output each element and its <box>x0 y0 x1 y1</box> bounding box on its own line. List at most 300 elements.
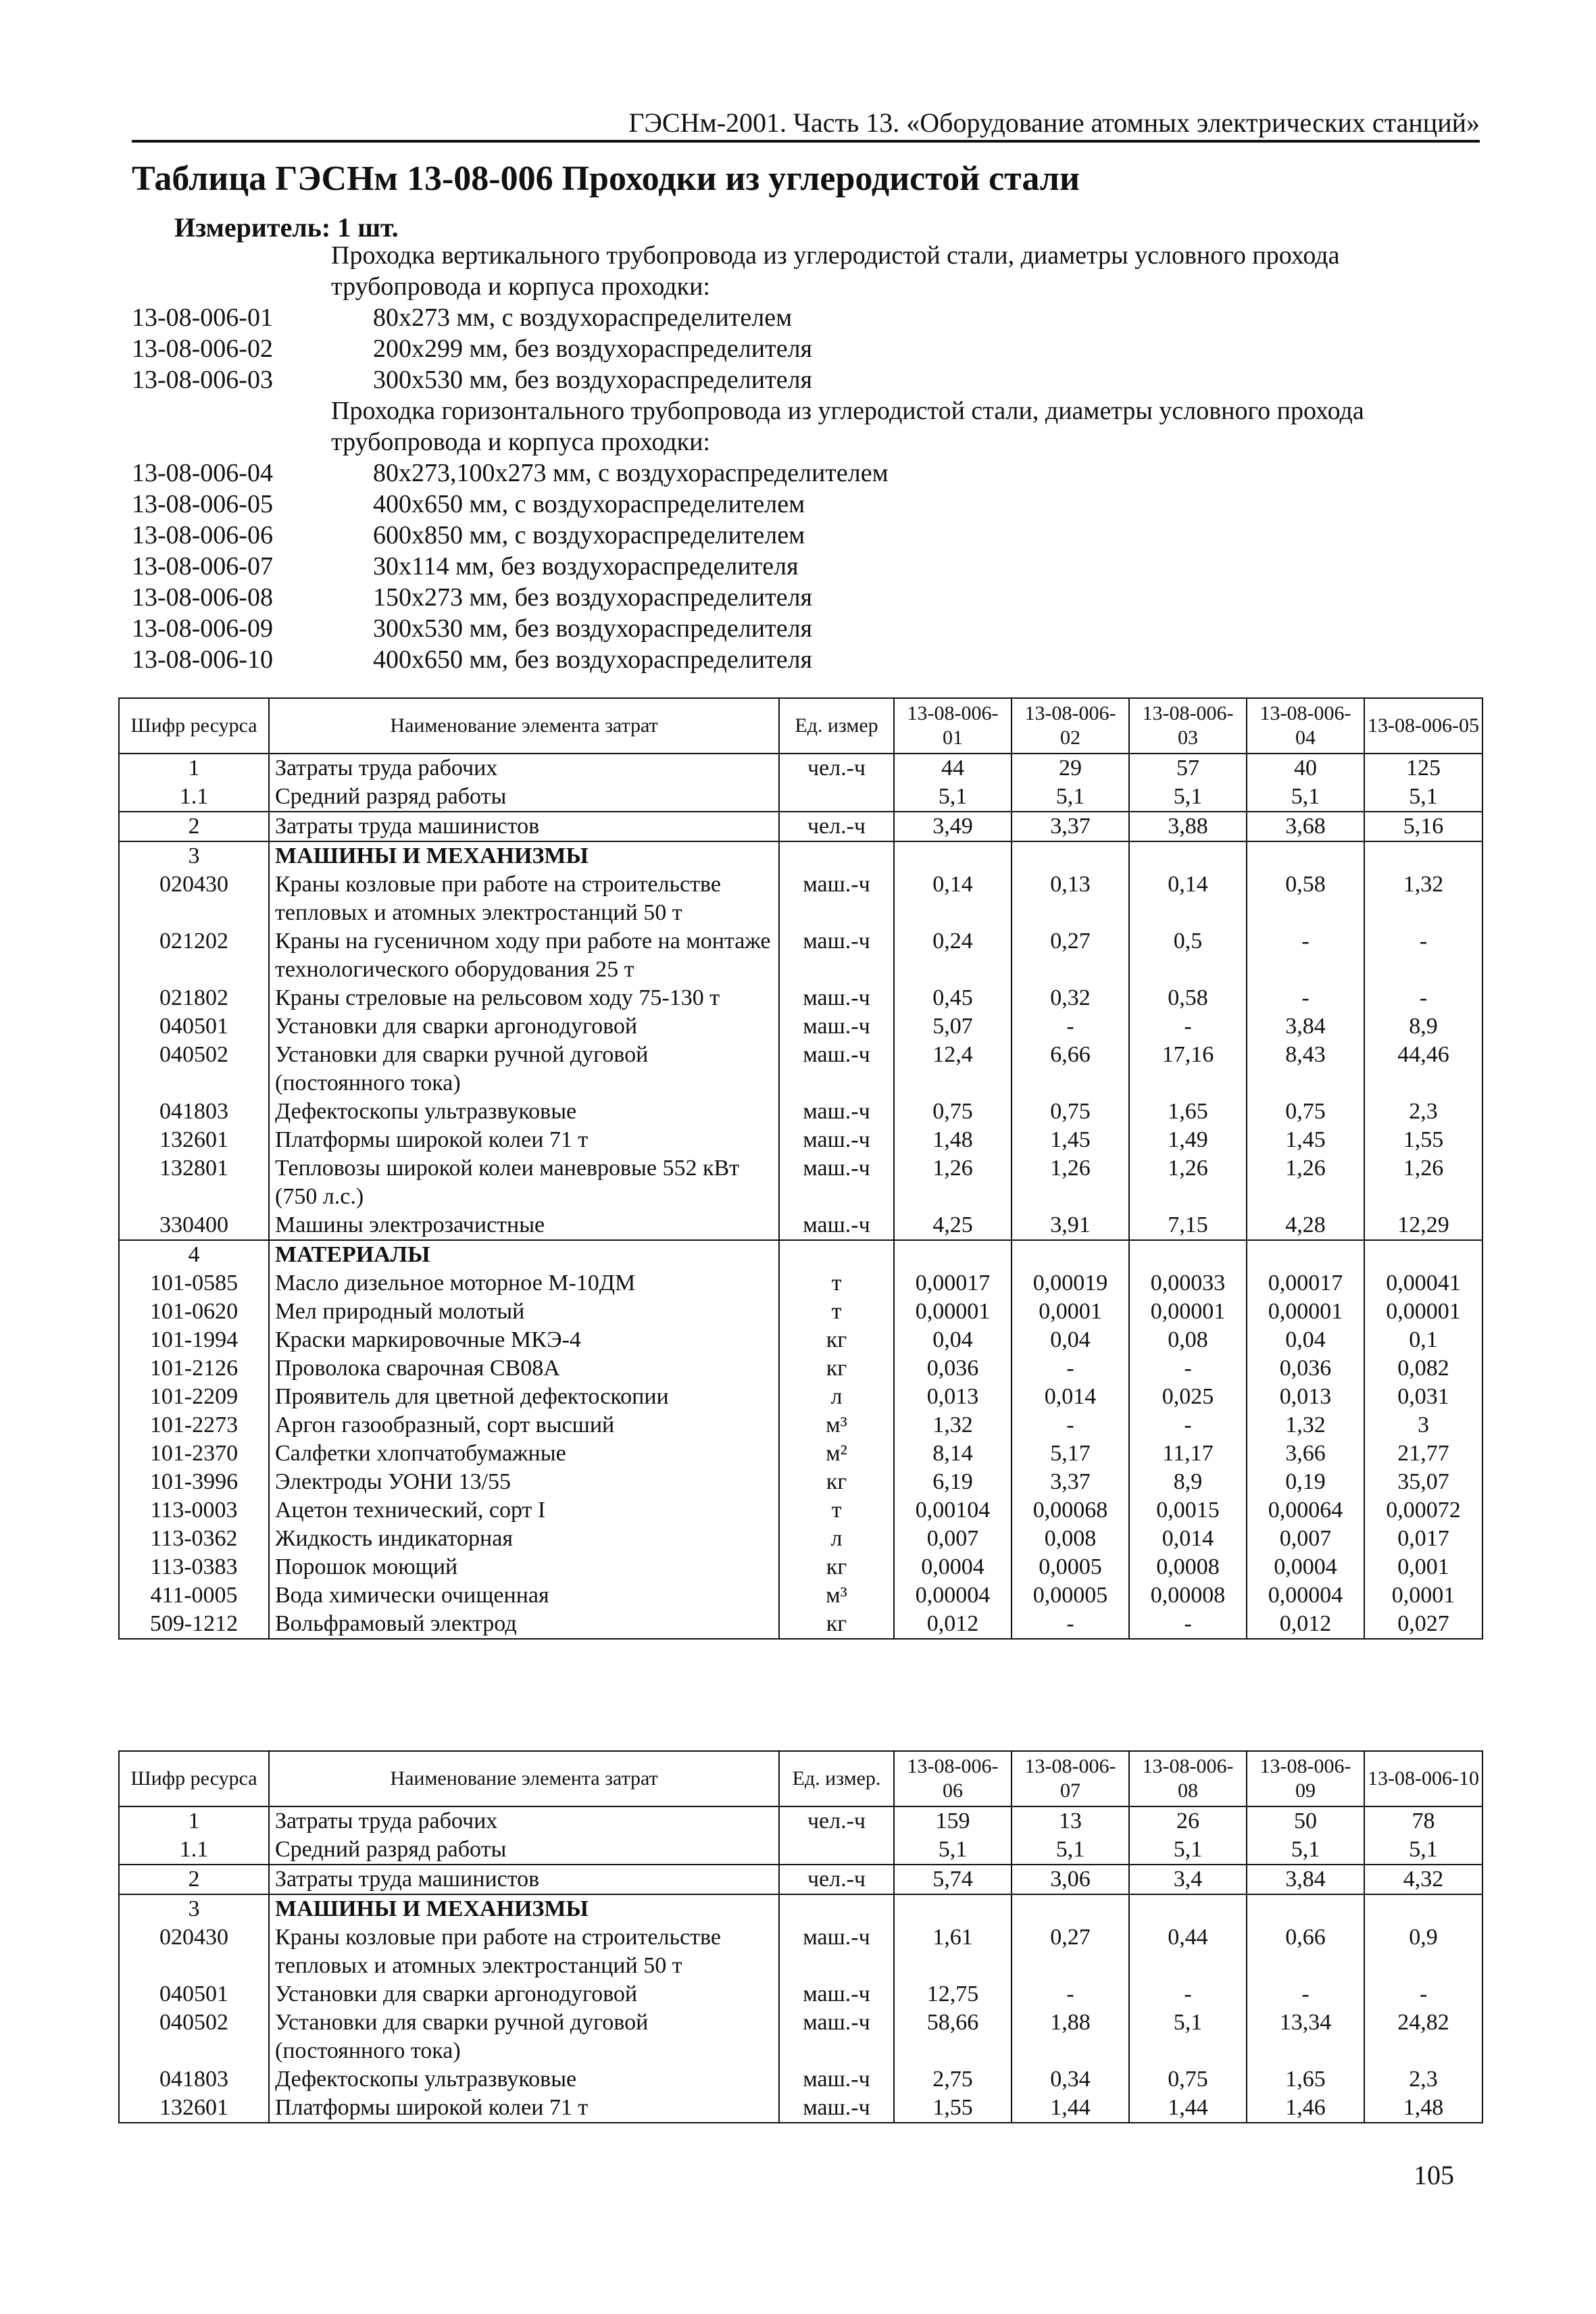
page-number: 105 <box>1414 2160 1454 2190</box>
resource-code: 113-0362 <box>119 1525 269 1553</box>
table-row <box>119 1923 1482 1980</box>
value-cell: 1,49 <box>1129 1126 1247 1154</box>
code-item <box>132 613 1483 644</box>
column-header: 13-08-006-07 <box>1012 1751 1129 1806</box>
value-cell: 3,84 <box>1247 1012 1364 1041</box>
value-cell: 11,17 <box>1129 1439 1247 1468</box>
value-cell <box>894 1894 1012 1923</box>
resource-code: 101-2126 <box>119 1354 269 1383</box>
table-row <box>119 754 1482 783</box>
item-code: 13-08-006-04 <box>132 459 273 487</box>
value-cell: - <box>1012 1411 1129 1439</box>
section-row <box>119 1894 1482 1923</box>
resource-name: Платформы широкой колеи 71 т <box>269 1126 779 1154</box>
item-description: 400х650 мм, с воздухораспределителем <box>373 490 805 518</box>
table-row <box>119 1553 1482 1581</box>
value-cell: 13,34 <box>1247 2009 1364 2065</box>
table-row <box>119 1581 1482 1610</box>
resource-name: Порошок моющий <box>269 1553 779 1581</box>
unit-cell: л <box>779 1525 894 1553</box>
unit-cell: маш.-ч <box>779 1098 894 1126</box>
section-description <box>132 395 1483 458</box>
code-item <box>132 458 1483 489</box>
resource-code: 101-3996 <box>119 1468 269 1496</box>
unit-cell: маш.-ч <box>779 2094 894 2123</box>
value-cell: 0,13 <box>1012 870 1129 927</box>
item-code: 13-08-006-05 <box>132 490 273 518</box>
resource-code: 132601 <box>119 2094 269 2123</box>
resource-name: МАШИНЫ И МЕХАНИЗМЫ <box>269 1894 779 1923</box>
resource-code: 1.1 <box>119 1836 269 1865</box>
value-cell: 1,46 <box>1247 2094 1364 2123</box>
value-cell: 0,00004 <box>894 1581 1012 1610</box>
value-cell: 1,65 <box>1129 1098 1247 1126</box>
value-cell: 0,025 <box>1129 1383 1247 1411</box>
column-header: Шифр ресурса <box>119 1751 269 1806</box>
value-cell: 0,75 <box>894 1098 1012 1126</box>
value-cell: 1,26 <box>1012 1154 1129 1211</box>
value-cell <box>1012 1894 1129 1923</box>
value-cell: 0,001 <box>1364 1553 1482 1581</box>
item-code: 13-08-006-03 <box>132 366 273 394</box>
table-row <box>119 812 1482 841</box>
value-cell: 0,75 <box>1129 2065 1247 2094</box>
value-cell: 2,3 <box>1364 1098 1482 1126</box>
value-cell: - <box>1364 927 1482 984</box>
value-cell: 0,00008 <box>1129 1581 1247 1610</box>
resource-name: Краны стреловые на рельсовом ходу 75-130 т <box>269 984 779 1012</box>
value-cell: 0,00001 <box>894 1298 1012 1326</box>
value-cell <box>1012 1240 1129 1269</box>
value-cell: 12,75 <box>894 1980 1012 2009</box>
unit-cell: маш.-ч <box>779 2009 894 2065</box>
resource-name: Установки для сварки аргонодуговой <box>269 1012 779 1041</box>
table-row <box>119 1468 1482 1496</box>
value-cell: 0,00017 <box>894 1269 1012 1298</box>
table-row <box>119 927 1482 984</box>
value-cell: 0,00064 <box>1247 1496 1364 1525</box>
table-row <box>119 1806 1482 1836</box>
table-row <box>119 1836 1482 1865</box>
item-code: 13-08-006-08 <box>132 583 273 612</box>
value-cell: - <box>1129 1354 1247 1383</box>
column-header: 13-08-006-10 <box>1364 1751 1482 1806</box>
unit-cell: кг <box>779 1610 894 1639</box>
resource-code: 132601 <box>119 1126 269 1154</box>
value-cell: 1,44 <box>1012 2094 1129 2123</box>
value-cell: 0,27 <box>1012 1923 1129 1980</box>
table-row <box>119 1326 1482 1354</box>
value-cell: 0,012 <box>1247 1610 1364 1639</box>
value-cell: 5,1 <box>1364 783 1482 812</box>
resource-code: 040502 <box>119 2009 269 2065</box>
item-description: 300х530 мм, без воздухораспределителя <box>373 614 813 643</box>
value-cell: 4,25 <box>894 1211 1012 1240</box>
code-item <box>132 489 1483 520</box>
value-cell: 0,00005 <box>1012 1581 1129 1610</box>
value-cell <box>1364 1240 1482 1269</box>
value-cell: 0,00033 <box>1129 1269 1247 1298</box>
resource-code: 132801 <box>119 1154 269 1211</box>
value-cell: 0,017 <box>1364 1525 1482 1553</box>
column-header: Наименование элемента затрат <box>269 1751 779 1806</box>
resource-code: 040501 <box>119 1012 269 1041</box>
item-code: 13-08-006-06 <box>132 521 273 549</box>
unit-cell: маш.-ч <box>779 984 894 1012</box>
value-cell: 1,26 <box>1129 1154 1247 1211</box>
value-cell <box>1364 841 1482 870</box>
value-cell: 0,9 <box>1364 1923 1482 1980</box>
unit-cell: чел.-ч <box>779 1865 894 1894</box>
code-item <box>132 582 1483 613</box>
resource-name: МАШИНЫ И МЕХАНИЗМЫ <box>269 841 779 870</box>
value-cell: 3,4 <box>1129 1865 1247 1894</box>
resource-code: 1 <box>119 754 269 783</box>
value-cell: 0,0001 <box>1364 1581 1482 1610</box>
value-cell: 1,88 <box>1012 2009 1129 2065</box>
resource-name: Установки для сварки ручной дуговой (постоянного тока) <box>269 1041 779 1098</box>
value-cell: 1,32 <box>1364 870 1482 927</box>
item-description: 200х299 мм, без воздухораспределителя <box>373 335 813 363</box>
value-cell: 5,1 <box>1012 783 1129 812</box>
resource-name: Мел природный молотый <box>269 1298 779 1326</box>
resource-code: 021802 <box>119 984 269 1012</box>
item-description: Проходка горизонтального трубопровода из углеродистой стали, диаметры условного прохода трубопровода и корпуса проходки: <box>331 397 1364 456</box>
unit-cell <box>779 841 894 870</box>
value-cell: 0,58 <box>1247 870 1364 927</box>
value-cell: 0,08 <box>1129 1326 1247 1354</box>
item-description: 300х530 мм, без воздухораспределителя <box>373 366 813 394</box>
value-cell: 0,75 <box>1247 1098 1364 1126</box>
value-cell: 5,74 <box>894 1865 1012 1894</box>
code-item <box>132 364 1483 395</box>
table-row <box>119 2065 1482 2094</box>
resource-code: 3 <box>119 841 269 870</box>
value-cell: 17,16 <box>1129 1041 1247 1098</box>
value-cell <box>1247 1894 1364 1923</box>
resource-code: 2 <box>119 812 269 841</box>
table-row <box>119 1269 1482 1298</box>
value-cell: 0,04 <box>1012 1326 1129 1354</box>
value-cell: 12,29 <box>1364 1211 1482 1240</box>
resource-name: Дефектоскопы ультразвуковые <box>269 1098 779 1126</box>
resource-name: Краны на гусеничном ходу при работе на монтаже технологического оборудования 25 т <box>269 927 779 984</box>
value-cell: 0,0004 <box>894 1553 1012 1581</box>
value-cell: 7,15 <box>1129 1211 1247 1240</box>
value-cell: 1,32 <box>1247 1411 1364 1439</box>
resource-table-2 <box>118 1750 1483 2123</box>
resource-code: 020430 <box>119 870 269 927</box>
column-header: 13-08-006-04 <box>1247 698 1364 754</box>
value-cell: 0,013 <box>894 1383 1012 1411</box>
unit-cell <box>779 1836 894 1865</box>
value-cell: 1,48 <box>894 1126 1012 1154</box>
value-cell: 0,00001 <box>1364 1298 1482 1326</box>
table-row <box>119 1154 1482 1211</box>
value-cell: 0,66 <box>1247 1923 1364 1980</box>
unit-cell: чел.-ч <box>779 1806 894 1836</box>
unit-cell: кг <box>779 1326 894 1354</box>
resource-name: МАТЕРИАЛЫ <box>269 1240 779 1269</box>
table-title: Таблица ГЭСНм 13-08-006 Проходки из углеродистой стали <box>132 159 1080 198</box>
value-cell: 1,48 <box>1364 2094 1482 2123</box>
value-cell: - <box>1129 1411 1247 1439</box>
value-cell: 0,012 <box>894 1610 1012 1639</box>
value-cell: 1,26 <box>1364 1154 1482 1211</box>
value-cell: 125 <box>1364 754 1482 783</box>
resource-name: Аргон газообразный, сорт высший <box>269 1411 779 1439</box>
value-cell: 3 <box>1364 1411 1482 1439</box>
value-cell: 3,88 <box>1129 812 1247 841</box>
value-cell: 0,082 <box>1364 1354 1482 1383</box>
unit-cell: м² <box>779 1439 894 1468</box>
table-row <box>119 984 1482 1012</box>
value-cell: 0,0001 <box>1012 1298 1129 1326</box>
value-cell: 5,1 <box>1012 1836 1129 1865</box>
resource-name: Салфетки хлопчатобумажные <box>269 1439 779 1468</box>
resource-code: 113-0003 <box>119 1496 269 1525</box>
resource-name: Жидкость индикаторная <box>269 1525 779 1553</box>
value-cell <box>1129 1894 1247 1923</box>
value-cell: 40 <box>1247 754 1364 783</box>
value-cell: 0,34 <box>1012 2065 1129 2094</box>
unit-cell: маш.-ч <box>779 1211 894 1240</box>
value-cell: 0,0015 <box>1129 1496 1247 1525</box>
resource-code: 101-1994 <box>119 1326 269 1354</box>
resource-name: Машины электрозачистные <box>269 1211 779 1240</box>
value-cell: 26 <box>1129 1806 1247 1836</box>
value-cell: 5,16 <box>1364 812 1482 841</box>
table-row <box>119 1298 1482 1326</box>
value-cell: 5,07 <box>894 1012 1012 1041</box>
value-cell <box>1129 1240 1247 1269</box>
value-cell <box>1364 1894 1482 1923</box>
unit-cell: маш.-ч <box>779 870 894 927</box>
value-cell: 1,45 <box>1012 1126 1129 1154</box>
column-header: 13-08-006-05 <box>1364 698 1482 754</box>
value-cell: - <box>1129 1610 1247 1639</box>
value-cell: 0,04 <box>1247 1326 1364 1354</box>
value-cell <box>1012 841 1129 870</box>
value-cell: 1,65 <box>1247 2065 1364 2094</box>
value-cell: 0,04 <box>894 1326 1012 1354</box>
table-row <box>119 1041 1482 1098</box>
value-cell <box>1129 841 1247 870</box>
value-cell: 4,32 <box>1364 1865 1482 1894</box>
value-cell: 44 <box>894 754 1012 783</box>
value-cell: 1,55 <box>894 2094 1012 2123</box>
item-description: 80х273,100х273 мм, с воздухораспределителем <box>373 459 889 487</box>
resource-code: 021202 <box>119 927 269 984</box>
column-header: 13-08-006-03 <box>1129 698 1247 754</box>
item-code <box>132 240 331 302</box>
table-row <box>119 1098 1482 1126</box>
resource-code: 101-2370 <box>119 1439 269 1468</box>
resource-code: 101-0585 <box>119 1269 269 1298</box>
item-code <box>132 395 331 458</box>
value-cell: 0,19 <box>1247 1468 1364 1496</box>
value-cell: - <box>1247 1980 1364 2009</box>
value-cell <box>894 1240 1012 1269</box>
value-cell: 0,031 <box>1364 1383 1482 1411</box>
value-cell: 57 <box>1129 754 1247 783</box>
section-row <box>119 1240 1482 1269</box>
value-cell: 0,00019 <box>1012 1269 1129 1298</box>
value-cell: 1,26 <box>1247 1154 1364 1211</box>
column-header: Ед. измер <box>779 698 894 754</box>
unit-cell: л <box>779 1383 894 1411</box>
value-cell: 0,00004 <box>1247 1581 1364 1610</box>
value-cell: - <box>1129 1012 1247 1041</box>
value-cell: 3,49 <box>894 812 1012 841</box>
table-1-header-row <box>119 698 1482 754</box>
value-cell: - <box>1364 984 1482 1012</box>
value-cell: - <box>1012 1610 1129 1639</box>
value-cell: - <box>1129 1980 1247 2009</box>
resource-name: Средний разряд работы <box>269 1836 779 1865</box>
unit-cell <box>779 783 894 812</box>
unit-cell: маш.-ч <box>779 2065 894 2094</box>
table-2-header-row <box>119 1751 1482 1806</box>
value-cell: - <box>1364 1980 1482 2009</box>
item-code: 13-08-006-02 <box>132 335 273 363</box>
column-header: 13-08-006-08 <box>1129 1751 1247 1806</box>
section-row <box>119 841 1482 870</box>
resource-name: Платформы широкой колеи 71 т <box>269 2094 779 2123</box>
table-row <box>119 1126 1482 1154</box>
item-code: 13-08-006-10 <box>132 645 273 674</box>
value-cell: 5,1 <box>1247 783 1364 812</box>
resource-code: 330400 <box>119 1211 269 1240</box>
column-header: 13-08-006-01 <box>894 698 1012 754</box>
resource-name: Установки для сварки аргонодуговой <box>269 1980 779 2009</box>
value-cell: 13 <box>1012 1806 1129 1836</box>
value-cell <box>1247 841 1364 870</box>
running-header: ГЭСНм-2001. Часть 13. «Оборудование атомных электрических станций» <box>132 107 1480 143</box>
value-cell: 0,0005 <box>1012 1553 1129 1581</box>
value-cell: 0,008 <box>1012 1525 1129 1553</box>
value-cell: - <box>1012 1012 1129 1041</box>
unit-cell <box>779 1894 894 1923</box>
unit-cell: маш.-ч <box>779 1012 894 1041</box>
value-cell: 21,77 <box>1364 1439 1482 1468</box>
value-cell: 8,14 <box>894 1439 1012 1468</box>
resource-name: Установки для сварки ручной дуговой (постоянного тока) <box>269 2009 779 2065</box>
table-row <box>119 1980 1482 2009</box>
resource-code: 101-2273 <box>119 1411 269 1439</box>
resource-code: 101-0620 <box>119 1298 269 1326</box>
value-cell: 3,68 <box>1247 812 1364 841</box>
value-cell: - <box>1012 1980 1129 2009</box>
value-cell: 0,00001 <box>1129 1298 1247 1326</box>
value-cell: 29 <box>1012 754 1129 783</box>
value-cell: 0,27 <box>1012 927 1129 984</box>
table-row <box>119 2009 1482 2065</box>
unit-cell: чел.-ч <box>779 812 894 841</box>
resource-code: 2 <box>119 1865 269 1894</box>
resource-name: Электроды УОНИ 13/55 <box>269 1468 779 1496</box>
column-header: Шифр ресурса <box>119 698 269 754</box>
unit-cell: т <box>779 1269 894 1298</box>
value-cell: 1,26 <box>894 1154 1012 1211</box>
value-cell: 0,5 <box>1129 927 1247 984</box>
code-description-list <box>132 240 1483 675</box>
resource-code: 1 <box>119 1806 269 1836</box>
value-cell: 8,43 <box>1247 1041 1364 1098</box>
resource-code: 041803 <box>119 2065 269 2094</box>
value-cell: 0,013 <box>1247 1383 1364 1411</box>
resource-name: Ацетон технический, сорт I <box>269 1496 779 1525</box>
table-row <box>119 1496 1482 1525</box>
value-cell: 58,66 <box>894 2009 1012 2065</box>
code-item <box>132 644 1483 675</box>
value-cell: 0,014 <box>1012 1383 1129 1411</box>
resource-name: Дефектоскопы ультразвуковые <box>269 2065 779 2094</box>
table-row <box>119 870 1482 927</box>
item-code: 13-08-006-09 <box>132 614 273 643</box>
unit-cell: маш.-ч <box>779 1923 894 1980</box>
unit-cell: маш.-ч <box>779 1041 894 1098</box>
value-cell: 8,9 <box>1364 1012 1482 1041</box>
value-cell: - <box>1012 1354 1129 1383</box>
value-cell: 5,1 <box>1247 1836 1364 1865</box>
unit-cell: маш.-ч <box>779 927 894 984</box>
value-cell: 0,0008 <box>1129 1553 1247 1581</box>
table-row <box>119 1439 1482 1468</box>
resource-name: Проволока сварочная СВ08А <box>269 1354 779 1383</box>
value-cell: 0,007 <box>894 1525 1012 1553</box>
unit-cell: т <box>779 1298 894 1326</box>
value-cell: 0,32 <box>1012 984 1129 1012</box>
table-row <box>119 1211 1482 1240</box>
value-cell: - <box>1247 984 1364 1012</box>
measure-unit: Измеритель: 1 шт. <box>174 212 399 243</box>
resource-code: 4 <box>119 1240 269 1269</box>
table-row <box>119 1411 1482 1439</box>
value-cell: 2,75 <box>894 2065 1012 2094</box>
value-cell: 0,44 <box>1129 1923 1247 1980</box>
value-cell: 3,91 <box>1012 1211 1129 1240</box>
unit-cell <box>779 1240 894 1269</box>
value-cell: 0,00072 <box>1364 1496 1482 1525</box>
table-row <box>119 1865 1482 1894</box>
value-cell: 35,07 <box>1364 1468 1482 1496</box>
value-cell: 0,00068 <box>1012 1496 1129 1525</box>
value-cell: 0,00104 <box>894 1496 1012 1525</box>
resource-code: 1.1 <box>119 783 269 812</box>
value-cell: 0,00017 <box>1247 1269 1364 1298</box>
item-description: 400х650 мм, без воздухораспределителя <box>373 645 813 674</box>
unit-cell: маш.-ч <box>779 1980 894 2009</box>
resource-name: Затраты труда рабочих <box>269 754 779 783</box>
value-cell: 6,66 <box>1012 1041 1129 1098</box>
value-cell: 5,1 <box>894 783 1012 812</box>
resource-name: Затраты труда машинистов <box>269 812 779 841</box>
unit-cell: маш.-ч <box>779 1154 894 1211</box>
value-cell: 0,036 <box>1247 1354 1364 1383</box>
resource-name: Средний разряд работы <box>269 783 779 812</box>
value-cell: 0,14 <box>894 870 1012 927</box>
value-cell <box>1247 1240 1364 1269</box>
column-header: 13-08-006-02 <box>1012 698 1129 754</box>
resource-name: Краны козловые при работе на строительстве тепловых и атомных электростанций 50 т <box>269 870 779 927</box>
value-cell: 8,9 <box>1129 1468 1247 1496</box>
value-cell: 3,06 <box>1012 1865 1129 1894</box>
value-cell: 0,014 <box>1129 1525 1247 1553</box>
value-cell: 5,1 <box>894 1836 1012 1865</box>
column-header: Наименование элемента затрат <box>269 698 779 754</box>
resource-code: 041803 <box>119 1098 269 1126</box>
